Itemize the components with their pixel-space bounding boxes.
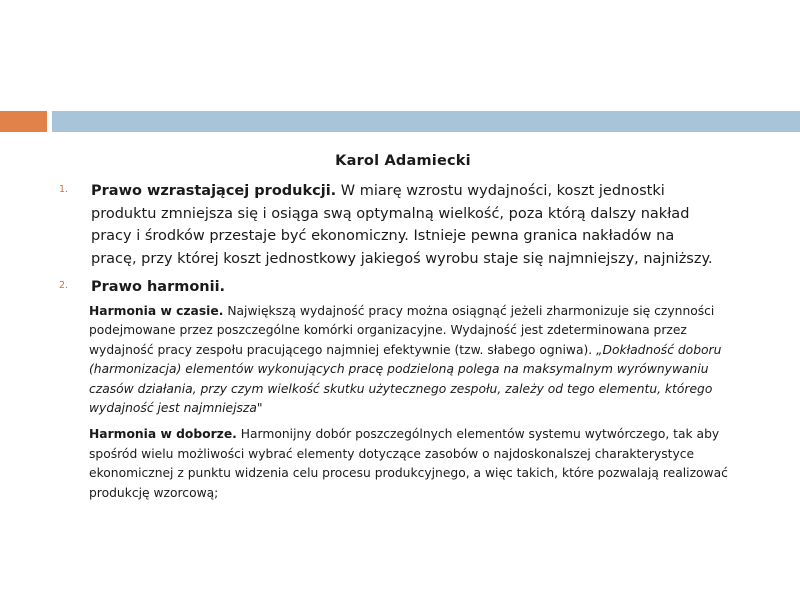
list-item-1-text — [91, 180, 721, 270]
list-number-2: 2. — [59, 280, 69, 291]
harmony-in-time-paragraph — [0, 302, 749, 420]
harmony-in-time-quote: „Dokładność doboru (harmonizacja) elementów wykonujących pracę podzieloną polega na maksymalnym wyrównywaniu czasów działania, przy czym wielkość skutku użytecznego zespołu, zależy od tego elementu, którego wydajność jest najmniejsza" — [89, 342, 722, 416]
law-list — [0, 180, 800, 503]
harmony-in-time-body: Największą wydajność pracy można osiągnąć jeżeli zharmonizuje się czynności podejmowane przez poszczególne komórki organizacyjne. Wydajność jest zdeterminowana przez wydajność pracy zespołu pracującego najmniej efektywnie (tzw. słabego ogniwa). — [89, 303, 715, 357]
list-number-1: 1. — [59, 184, 69, 195]
law-1-body: W miarę wzrostu wydajności, koszt jednostki produktu zmniejsza się i osiąga swą optymalną wielkość, poza którą dalszy nakład pracy i środków przestaje być ekonomiczny. Istnieje pewna granica nakładów na pracę, przy której koszt jednostkowy jakiegoś wyrobu staje się najmniejszy, najniższy. — [91, 183, 713, 267]
harmony-in-selection-body: Harmonijny dobór poszczególnych elementów systemu wytwórczego, tak aby spośród wielu możliwości wybrać elementy dotyczące zasobów o najdoskonalszej charakterystyce ekonomicznej z punktu widzenia celu procesu produkcyjnego, a więc takich, które pozwalają realizować produkcję wzorcową; — [89, 427, 728, 500]
list-item-2 — [0, 276, 721, 299]
list-item-1 — [0, 180, 721, 270]
decor-band-left — [0, 111, 47, 132]
slide-title-text: Karol Adamiecki — [335, 153, 471, 169]
slide-title — [0, 153, 800, 169]
law-1-heading: Prawo wzrastającej produkcji. — [91, 183, 337, 199]
law-2-heading: Prawo harmonii. — [91, 279, 226, 295]
harmony-in-time-heading: Harmonia w czasie. — [89, 303, 224, 318]
list-item-2-text — [91, 276, 721, 299]
decor-band-right — [52, 111, 800, 132]
harmony-in-selection-paragraph — [0, 425, 749, 503]
harmony-in-selection-heading: Harmonia w doborze. — [89, 427, 237, 442]
